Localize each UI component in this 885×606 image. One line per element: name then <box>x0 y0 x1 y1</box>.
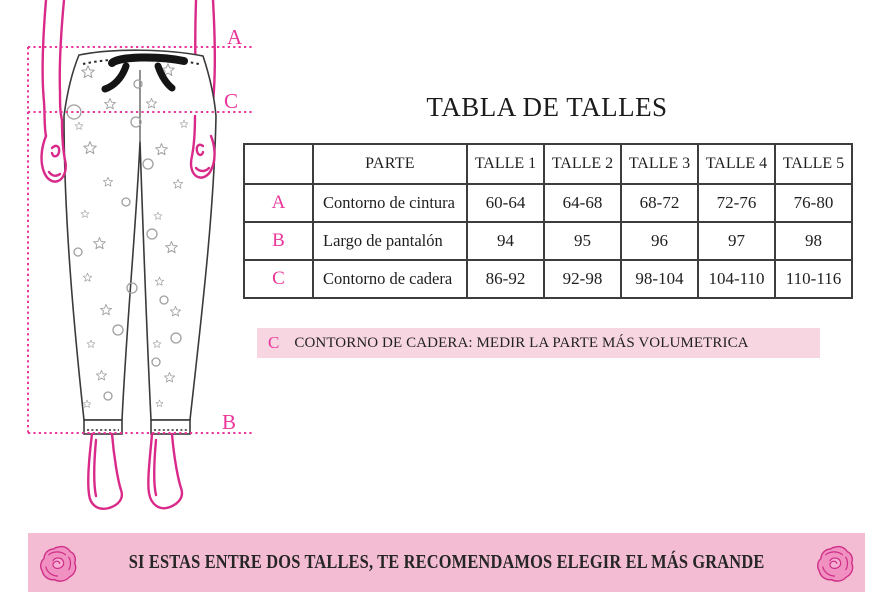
measure-label-c: C <box>224 89 239 113</box>
table-row-length <box>244 222 852 260</box>
size-value-cell: 94 <box>467 222 544 260</box>
row-letter: A <box>244 184 313 222</box>
measure-label-a: A <box>227 25 243 49</box>
size-value-cell: 104-110 <box>698 260 775 298</box>
size-advice-banner <box>28 533 865 592</box>
note-letter: C <box>268 333 280 352</box>
size-value-cell: 68-72 <box>621 184 698 222</box>
size-value-cell: 97 <box>698 222 775 260</box>
size-value-cell: 86-92 <box>467 260 544 298</box>
size-value-cell: 60-64 <box>467 184 544 222</box>
size-value-cell: 98 <box>775 222 852 260</box>
size-value-cell: 110-116 <box>775 260 852 298</box>
header-cell-talle5: TALLE 5 <box>775 144 852 184</box>
pants-measurement-diagram <box>0 0 270 525</box>
size-table <box>243 143 853 299</box>
header-cell-parte: PARTE <box>313 144 467 184</box>
header-cell-empty <box>244 144 313 184</box>
measurement-labels <box>222 25 243 434</box>
row-parte: Contorno de cintura <box>313 184 467 222</box>
row-parte: Largo de pantalón <box>313 222 467 260</box>
table-row-hip <box>244 260 852 298</box>
header-cell-talle2: TALLE 2 <box>544 144 621 184</box>
header-cell-talle3: TALLE 3 <box>621 144 698 184</box>
pajama-pants <box>64 50 216 434</box>
table-row-waist <box>244 184 852 222</box>
note-text: CONTORNO DE CADERA: MEDIR LA PARTE MÁS VOLUMETRICA <box>294 334 749 351</box>
header-cell-talle4: TALLE 4 <box>698 144 775 184</box>
size-value-cell: 64-68 <box>544 184 621 222</box>
size-value-cell: 98-104 <box>621 260 698 298</box>
rose-icon <box>37 542 79 584</box>
row-letter: B <box>244 222 313 260</box>
rose-icon <box>814 542 856 584</box>
header-cell-talle1: TALLE 1 <box>467 144 544 184</box>
size-value-cell: 72-76 <box>698 184 775 222</box>
size-value-cell: 92-98 <box>544 260 621 298</box>
size-value-cell: 76-80 <box>775 184 852 222</box>
row-letter: C <box>244 260 313 298</box>
page-title: TABLA DE TALLES <box>426 92 668 122</box>
hip-measure-note <box>257 328 820 358</box>
banner-text: SI ESTAS ENTRE DOS TALLES, TE RECOMENDAMOS ELEGIR EL MÁS GRANDE <box>128 551 765 573</box>
table-header-row <box>244 144 852 184</box>
row-parte: Contorno de cadera <box>313 260 467 298</box>
size-value-cell: 95 <box>544 222 621 260</box>
measure-label-b: B <box>222 410 237 434</box>
size-value-cell: 96 <box>621 222 698 260</box>
